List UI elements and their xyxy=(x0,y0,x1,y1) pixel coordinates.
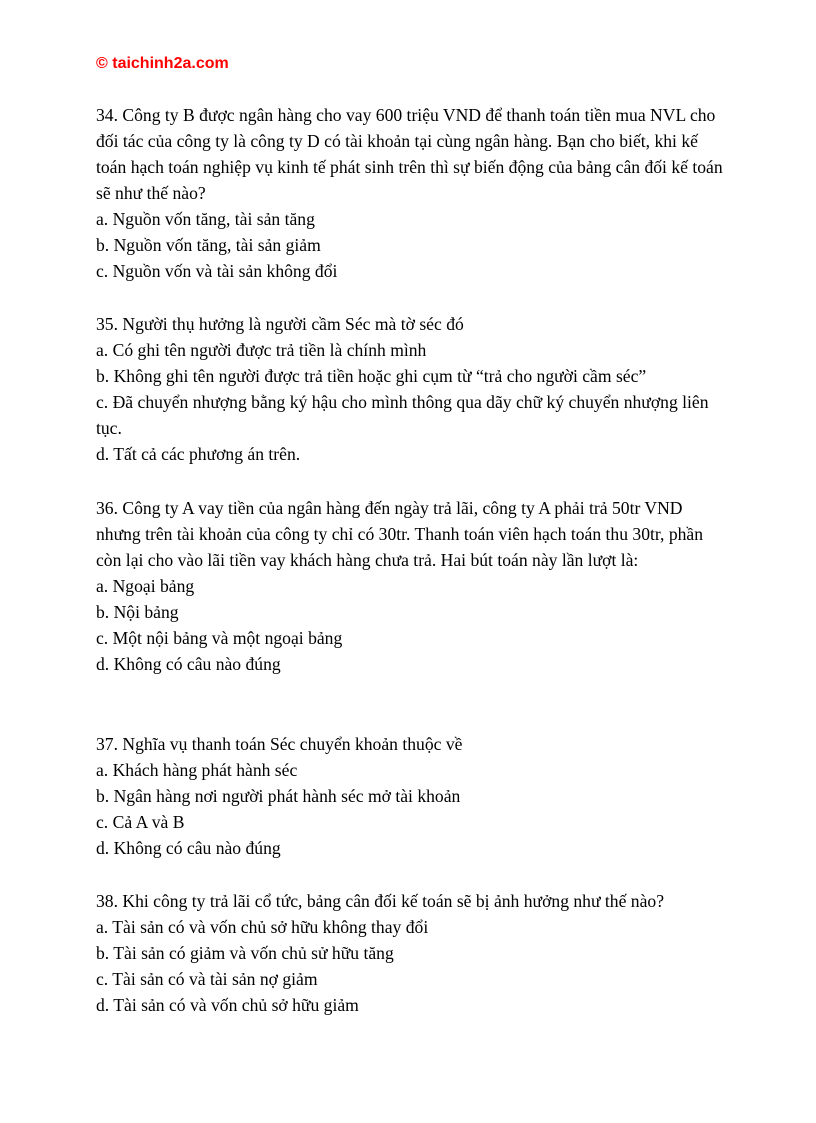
answer-option: c. Cả A và B xyxy=(96,812,185,832)
answer-option: c. Một nội bảng và một ngoại bảng xyxy=(96,628,343,648)
question-37 xyxy=(96,731,726,861)
question-text: 38. Khi công ty trả lãi cổ tức, bảng cân đối kế toán sẽ bị ảnh hưởng như thế nào? xyxy=(96,891,665,911)
question-38 xyxy=(96,888,726,1018)
question-text: 36. Công ty A vay tiền của ngân hàng đến ngày trả lãi, công ty A phải trả 50tr VND nhưng trên tài khoản của công ty chỉ có 30tr. Thanh toán viên hạch toán thu 30tr, phần còn lại cho vào lãi tiền vay khách hàng chưa trả. Hai bút toán này lần lượt là: xyxy=(96,498,704,570)
answer-option: b. Nội bảng xyxy=(96,602,179,622)
answer-option: d. Không có câu nào đúng xyxy=(96,654,281,674)
answer-option: a. Nguồn vốn tăng, tài sản tăng xyxy=(96,209,315,229)
question-text: 35. Người thụ hưởng là người cầm Séc mà tờ séc đó xyxy=(96,314,464,334)
answer-option: c. Tài sản có và tài sản nợ giảm xyxy=(96,969,318,989)
answer-option: b. Ngân hàng nơi người phát hành séc mở tài khoản xyxy=(96,786,461,806)
question-36 xyxy=(96,495,726,677)
answer-option: d. Tất cả các phương án trên. xyxy=(96,444,301,464)
answer-option: a. Khách hàng phát hành séc xyxy=(96,760,298,780)
watermark-text: © taichinh2a.com xyxy=(96,55,229,72)
answer-option: d. Tài sản có và vốn chủ sở hữu giảm xyxy=(96,995,359,1015)
answer-option: a. Ngoại bảng xyxy=(96,576,195,596)
answer-option: b. Tài sản có giảm và vốn chủ sử hữu tăng xyxy=(96,943,394,963)
answer-option: a. Tài sản có và vốn chủ sở hữu không thay đổi xyxy=(96,917,429,937)
answer-option: d. Không có câu nào đúng xyxy=(96,838,281,858)
question-34 xyxy=(96,102,726,284)
question-35 xyxy=(96,311,726,467)
question-text: 34. Công ty B được ngân hàng cho vay 600 triệu VND để thanh toán tiền mua NVL cho đối tác của công ty là công ty D có tài khoản tại cùng ngân hàng. Bạn cho biết, khi kế toán hạch toán nghiệp vụ kinh tế phát sinh trên thì sự biến động của bảng cân đối kế toán sẽ như thế nào? xyxy=(96,105,723,203)
answer-option: b. Nguồn vốn tăng, tài sản giảm xyxy=(96,235,321,255)
answer-option: c. Đã chuyển nhượng bằng ký hậu cho mình thông qua dãy chữ ký chuyển nhượng liên tục. xyxy=(96,392,709,438)
answer-option: a. Có ghi tên người được trả tiền là chính mình xyxy=(96,340,427,360)
question-text: 37. Nghĩa vụ thanh toán Séc chuyển khoản thuộc về xyxy=(96,734,463,754)
answer-option: b. Không ghi tên người được trả tiền hoặc ghi cụm từ “trả cho người cầm séc” xyxy=(96,366,647,386)
answer-option: c. Nguồn vốn và tài sản không đổi xyxy=(96,261,338,281)
